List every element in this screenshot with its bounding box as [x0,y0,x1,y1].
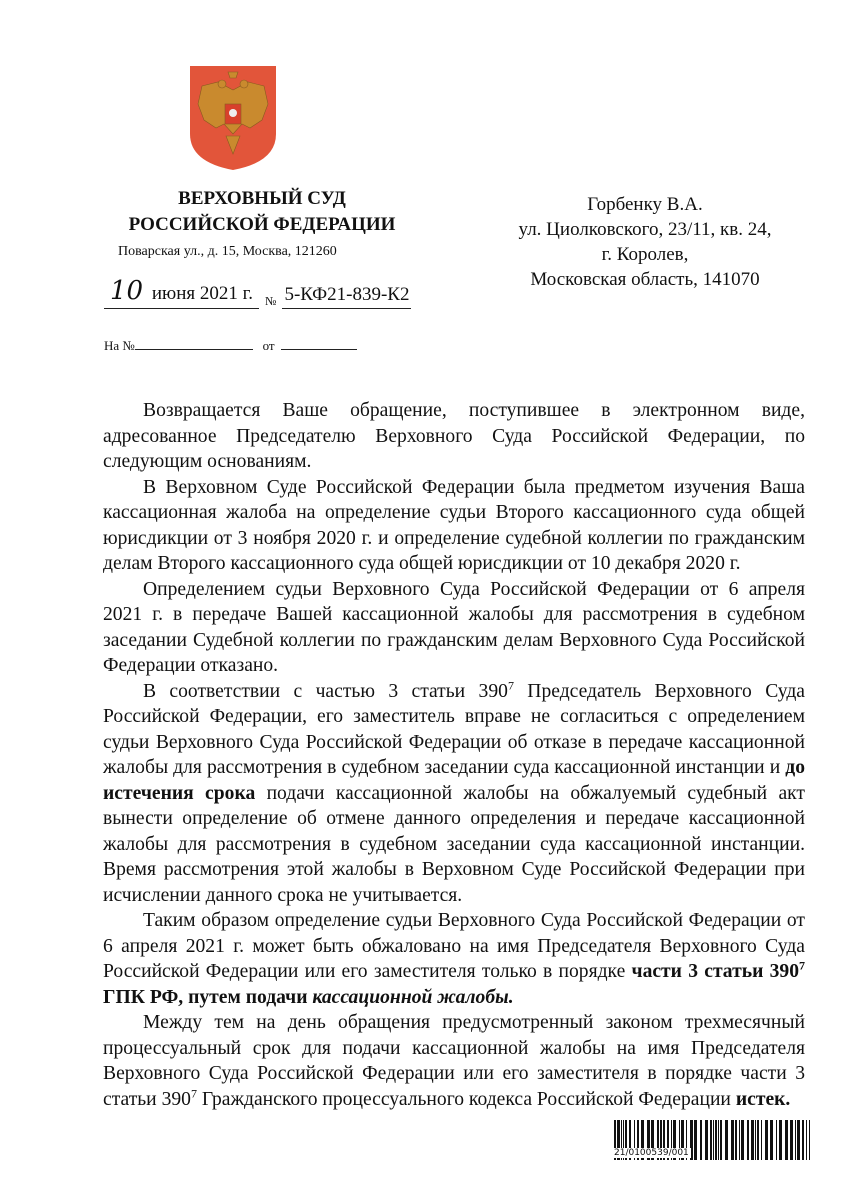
text: подачи кассационной жалобы на обжалуемый судебный акт вынести определение об отмене данного определения и передаче кассационной жалобы для рассмотрения в судебном заседании суда кассационной инстанции. Время рассмотрения этой жалобы в Верховном Суде Российской Федерации при исчислении данного срока не учитывается. [103,782,805,906]
bold-italic-text: кассационной жалобы. [312,986,514,1008]
barcode-bar [705,1120,708,1160]
paragraph-1 [103,398,805,475]
barcode-bar [761,1120,762,1160]
paragraph-5 [103,908,805,1010]
barcode-bar [741,1120,744,1160]
recipient-name: Горбенку В.А. [587,194,703,215]
barcode-bar [770,1120,773,1160]
letter-date [104,276,259,309]
text: В Верховном Суде Российской Федерации была предметом изучения Ваша кассационная жалоба на определение судьи Второго кассационного суда общей юрисдикции от 3 ноября 2020 г. и определение судебной коллегии по гражданским делам Второго кассационного суда общей юрисдикции от 10 декабря 2020 г. [103,476,805,574]
barcode-bar [806,1120,807,1160]
paragraph-2 [103,475,805,577]
text: Определением судьи Верховного Суда Российской Федерации от 6 апреля 2021 г. в передаче Вашей кассационной жалобы для рассмотрения в судебном заседании Судебной коллегии по гражданским делам Верховного Суда Российской Федерации отказано. [103,578,805,676]
handwritten-day: 10 [110,276,144,306]
barcode-bar [795,1120,796,1160]
barcode-bar [757,1120,759,1160]
barcode-bar [715,1120,717,1160]
barcode-bar [700,1120,702,1160]
court-name-line1: ВЕРХОВНЫЙ СУД [178,188,346,209]
court-name [112,186,412,238]
barcode-bar [790,1120,793,1160]
letter-body [103,398,805,1112]
barcode-bar [739,1120,740,1160]
barcode-bar [779,1120,782,1160]
bold-text: части 3 статьи 390 [631,961,799,982]
barcode-bar [747,1120,749,1160]
ref-number-blank [135,349,253,350]
paragraph-4 [103,679,805,909]
bold-text: истек. [735,1088,791,1110]
barcode-bar [785,1120,788,1160]
barcode-bar [713,1120,714,1160]
barcode-bar [720,1120,722,1160]
barcode-bar [765,1120,768,1160]
text: Таким образом определение судьи Верховного Суда Российской Федерации от 6 апреля 2021 г. может быть обжаловано на имя Председателя Верховного Суда Российской Федерации или его заместителя только в порядке [103,910,805,982]
barcode-bar [755,1120,756,1160]
superscript: 7 [507,677,514,692]
barcode-bar [718,1120,719,1160]
bold-text: ГПК РФ, путем подачи [103,986,313,1008]
court-name-line2: РОССИЙСКОЙ ФЕДЕРАЦИИ [128,214,396,235]
date-month-year: июня 2021 г. [151,283,254,304]
barcode-bar [802,1120,804,1160]
barcode-bar [776,1120,777,1160]
text: Между тем на день обращения предусмотренный законом трехмесячный процессуальный срок для подачи кассационной жалобы на имя Председателя Верховного Суда Российской Федерации или его заместителя в порядке части 3 статьи 390 [103,1012,805,1110]
barcode [612,1120,812,1166]
reference-number: 5-КФ21-839-К2 [282,284,411,309]
barcode-bar [731,1120,734,1160]
reply-reference-line [104,338,357,354]
recipient-city: г. Королев, [601,244,689,265]
ref-label: На № [104,338,135,353]
recipient-region: Московская область, 141070 [530,269,760,290]
barcode-bar [725,1120,728,1160]
superscript: 7 [190,1085,197,1100]
paragraph-3 [103,577,805,679]
text: Возвращается Ваше обращение, поступившее в электронном виде, адресованное Председателю Верховного Суда Российской Федерации, по следующим основаниям. [103,400,805,472]
barcode-bar [751,1120,754,1160]
barcode-bar [710,1120,712,1160]
text: В соответствии с частью 3 статьи 390 [143,680,508,702]
text: Гражданского процессуального кодекса Российской Федерации [196,1088,736,1110]
court-address: Поварская ул., д. 15, Москва, 121260 [118,244,337,259]
ref-from-label: от [262,338,275,353]
coat-of-arms-emblem [188,64,278,172]
text: Председатель Верховного Суда Российской Федерации, его заместитель вправе не согласиться с определением судьи Верховного Суда Российской Федерации об отказе в передаче кассационной жалобы для рассмотрения в судебном заседании суда кассационной инстанции и [103,680,805,778]
recipient-street: ул. Циолковского, 23/11, кв. 24, [518,219,772,240]
ref-date-blank [281,349,357,350]
barcode-bar [694,1120,697,1160]
barcode-bar [735,1120,737,1160]
number-label: № [265,294,277,308]
paragraph-6 [103,1010,805,1112]
bold-text: до истечения срока [103,757,805,804]
superscript: 7 [799,958,805,973]
barcode-bar [809,1120,810,1160]
barcode-bar [797,1120,800,1160]
recipient-address [500,192,790,292]
date-number-line [104,276,411,309]
barcode-number: 21/0100539/001 [614,1148,689,1158]
